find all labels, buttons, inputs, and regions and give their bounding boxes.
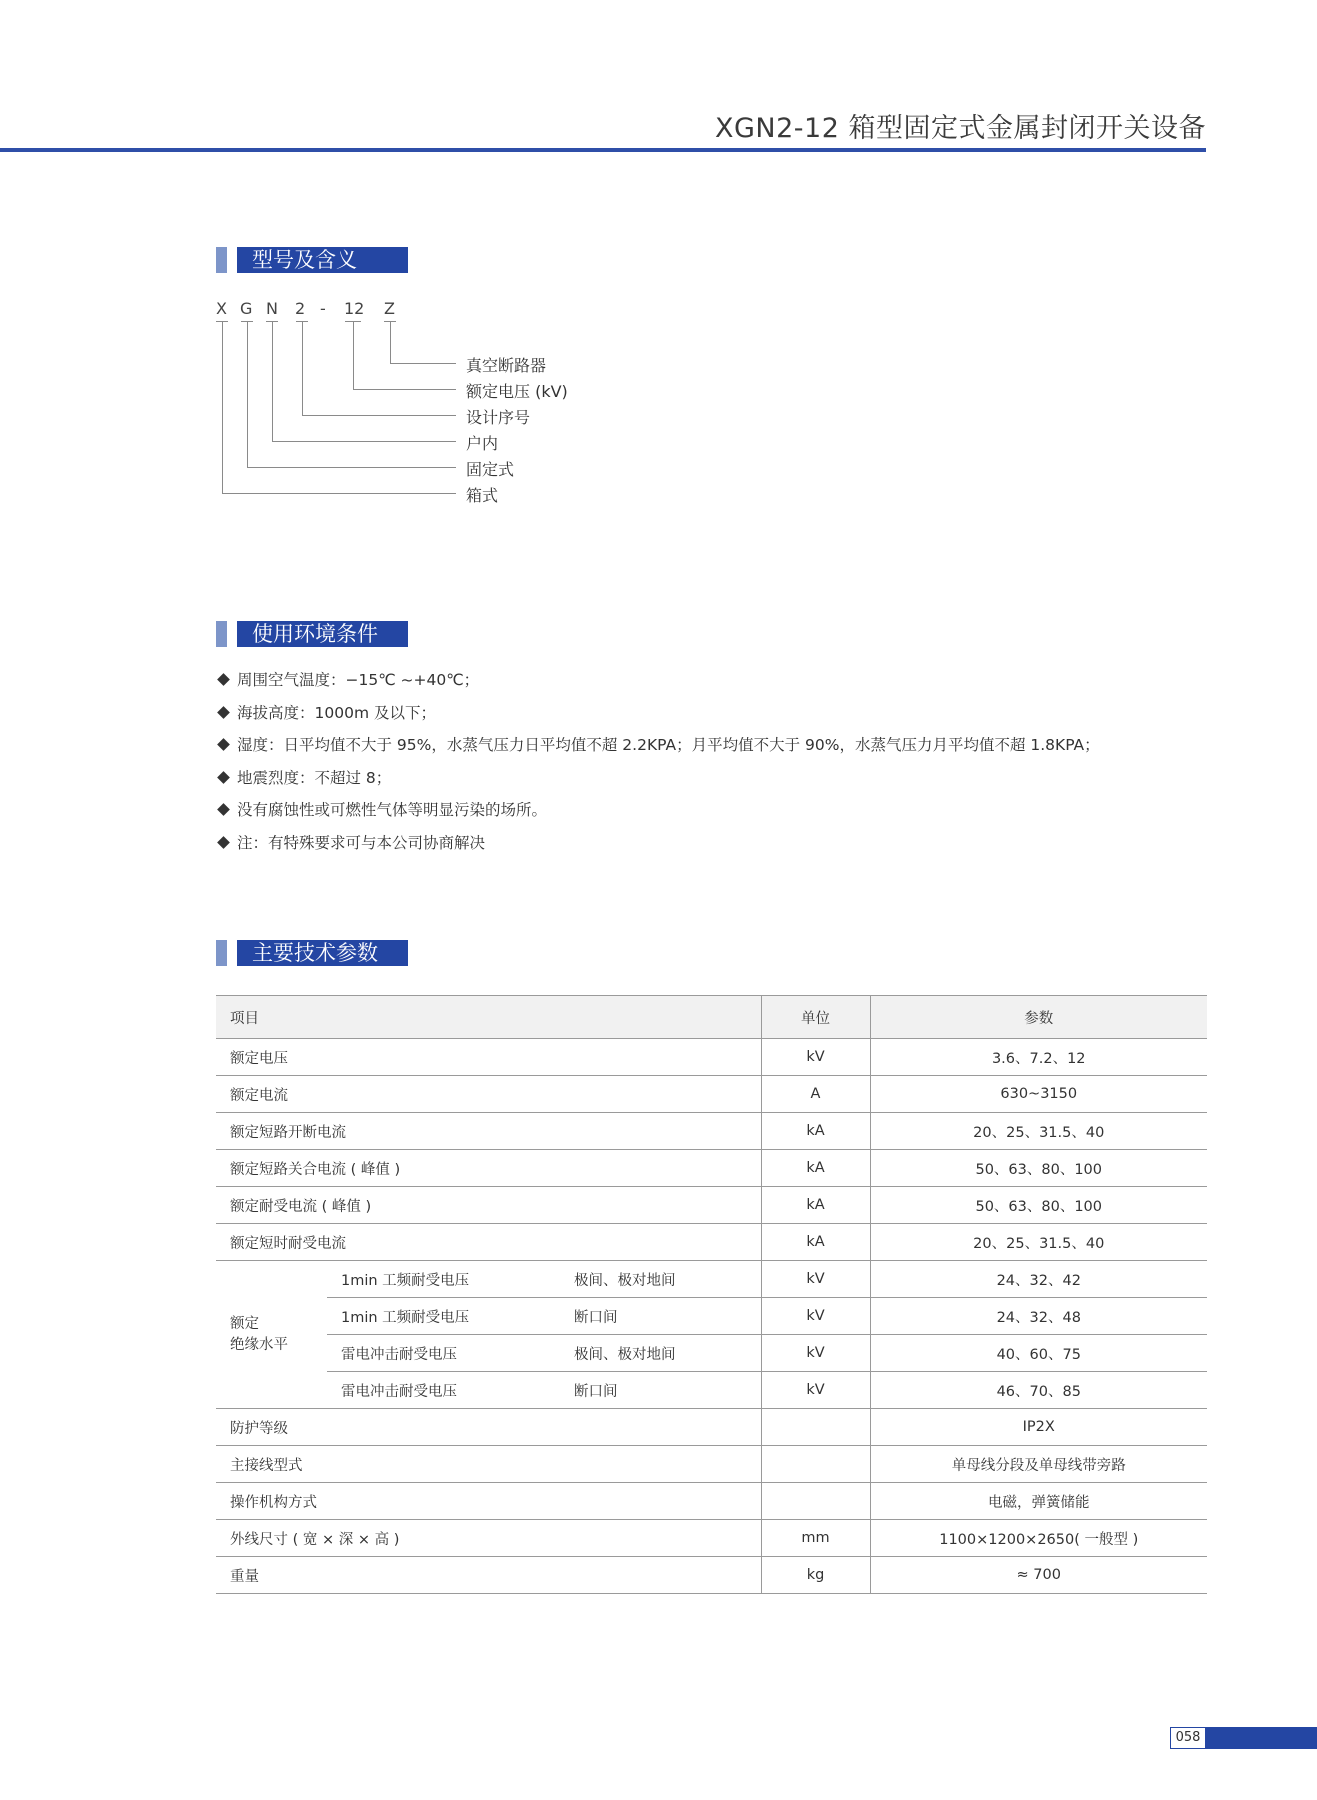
table-row: 主接线型式 单母线分段及单母线带旁路 [216, 1446, 1207, 1483]
page-number: 058 [1170, 1727, 1206, 1749]
diamond-bullet-icon [217, 706, 230, 719]
connector-line [390, 363, 456, 364]
section-title: 使用环境条件 [252, 622, 378, 646]
table-row: 1min 工频耐受电压 断口间 kV 24、32、48 [216, 1298, 1207, 1335]
environment-list [216, 668, 1100, 863]
meaning-label: 固定式 [466, 460, 515, 479]
list-item: 注：有特殊要求可与本公司协商解决 [216, 831, 1100, 864]
connector-line [390, 321, 391, 363]
table-row: 雷电冲击耐受电压 断口间 kV 46、70、85 [216, 1372, 1207, 1409]
spec-table [216, 995, 1207, 1594]
connector-line [247, 321, 248, 468]
connector-line [302, 415, 456, 416]
diamond-bullet-icon [217, 738, 230, 751]
diamond-bullet-icon [217, 673, 230, 686]
meaning-label: 真空断路器 [466, 356, 547, 375]
table-row: 雷电冲击耐受电压 极间、极对地间 kV 40、60、75 [216, 1335, 1207, 1372]
connector-line [353, 321, 354, 390]
list-item: 周围空气温度：−15℃ ~+40℃； [216, 668, 1100, 701]
list-item: 海拔高度：1000m 及以下； [216, 701, 1100, 734]
connector-line [247, 467, 456, 468]
meaning-label: 额定电压 (kV) [466, 382, 568, 401]
table-row: 额定电压 kV 3.6、7.2、12 [216, 1039, 1207, 1076]
table-row: 重量 kg ≈ 700 [216, 1557, 1207, 1594]
table-row: 操作机构方式 电磁，弹簧储能 [216, 1483, 1207, 1520]
code-letter-x: X [216, 299, 227, 318]
connector-line [302, 321, 303, 416]
section-marker [216, 940, 227, 966]
code-letter-g: G [240, 299, 253, 318]
table-row: 额定短路开断电流 kA 20、25、31.5、40 [216, 1113, 1207, 1150]
section-marker [216, 621, 227, 647]
header-unit: 单位 [761, 996, 870, 1039]
section-title: 主要技术参数 [252, 941, 378, 965]
table-row: 额定短时耐受电流 kA 20、25、31.5、40 [216, 1224, 1207, 1261]
diamond-bullet-icon [217, 836, 230, 849]
connector-line [222, 321, 223, 494]
table-row: 额定电流 A 630~3150 [216, 1076, 1207, 1113]
code-letter-n: N [266, 299, 278, 318]
table-row: 外线尺寸 ( 宽 × 深 × 高 ) mm 1100×1200×2650( 一般型 ) [216, 1520, 1207, 1557]
table-row: 防护等级 IP2X [216, 1409, 1207, 1446]
meaning-label: 设计序号 [466, 408, 531, 427]
section-title: 型号及含义 [252, 248, 357, 272]
table-row: 额定耐受电流 ( 峰值 ) kA 50、63、80、100 [216, 1187, 1207, 1224]
header-rule [0, 148, 1206, 152]
connector-line [272, 441, 456, 442]
meaning-label: 箱式 [466, 486, 499, 505]
page-title: XGN2-12 箱型固定式金属封闭开关设备 [715, 113, 1206, 144]
code-dash: - [320, 299, 326, 318]
table-row: 额定短路关合电流 ( 峰值 ) kA 50、63、80、100 [216, 1150, 1207, 1187]
table-header-row [216, 996, 1207, 1039]
list-item: 地震烈度：不超过 8； [216, 766, 1100, 799]
code-letter-z: Z [384, 299, 395, 318]
insulation-level-label: 额定 绝缘水平 [216, 1261, 327, 1409]
code-letter-12: 12 [344, 299, 365, 318]
connector-line [353, 389, 456, 390]
list-item: 没有腐蚀性或可燃性气体等明显污染的场所。 [216, 798, 1100, 831]
header-value: 参数 [870, 996, 1207, 1039]
code-letter-2: 2 [295, 299, 306, 318]
header-item: 项目 [216, 996, 761, 1039]
diamond-bullet-icon [217, 771, 230, 784]
list-item: 湿度：日平均值不大于 95%，水蒸气压力日平均值不超 2.2KPA；月平均值不大于 90%，水蒸气压力月平均值不超 1.8KPA； [216, 733, 1100, 766]
connector-line [272, 321, 273, 442]
meaning-label: 户内 [466, 434, 499, 453]
diamond-bullet-icon [217, 803, 230, 816]
table-row: 额定 绝缘水平 1min 工频耐受电压 极间、极对地间 kV 24、32、42 [216, 1261, 1207, 1298]
connector-line [222, 493, 456, 494]
section-marker [216, 247, 227, 273]
